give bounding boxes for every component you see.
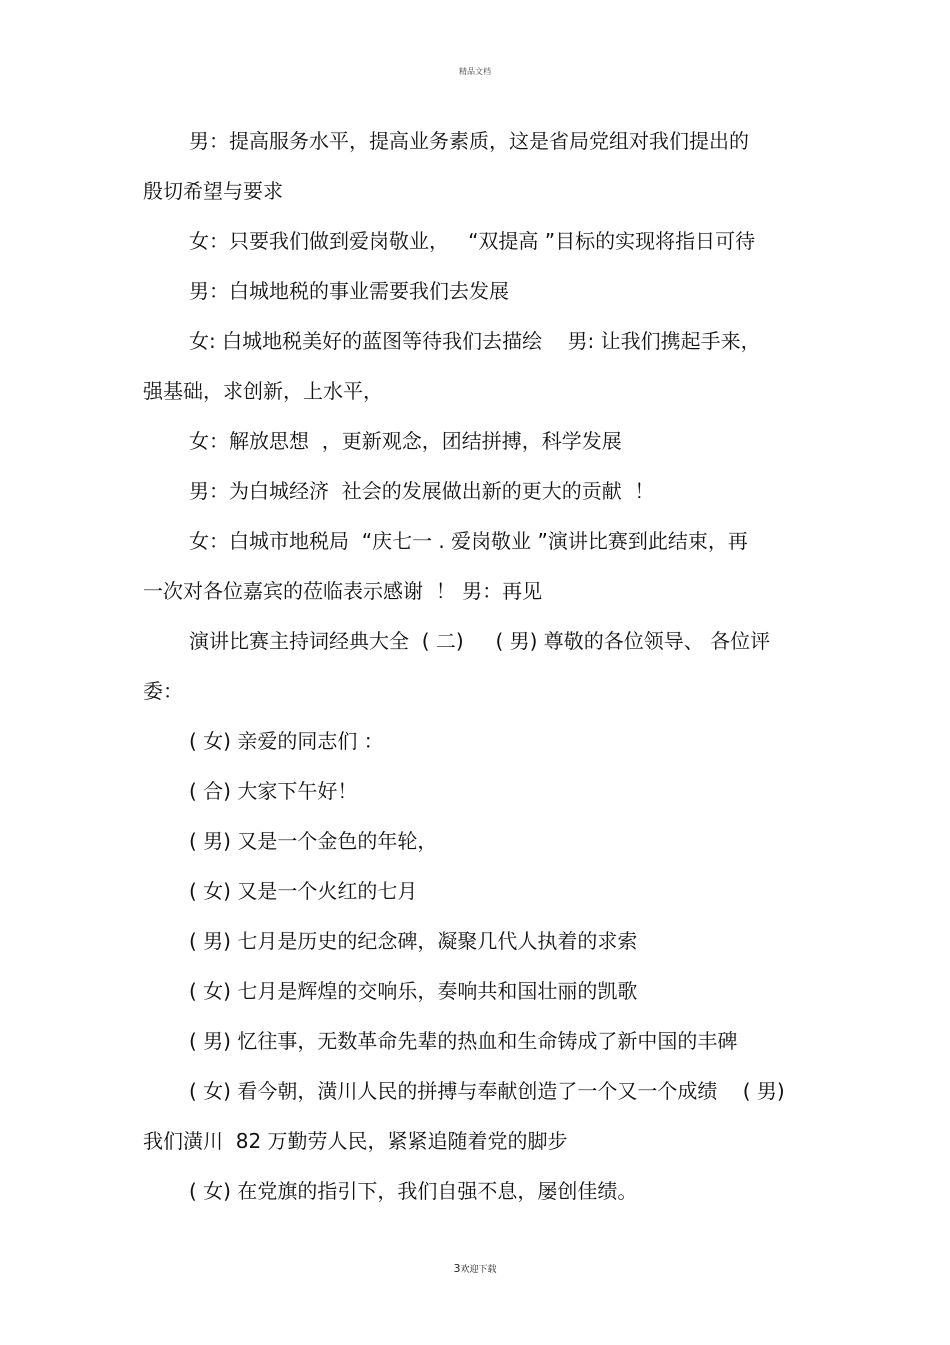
text-line: ( 男) 又是一个金色的年轮， xyxy=(189,829,438,853)
text-line: 男：提高服务水平，提高业务素质，这是省局党组对我们提出的 xyxy=(189,129,749,153)
text-line: 男：为白城经济 社会的发展做出新的更大的贡献 ！ xyxy=(189,479,655,503)
page-footer xyxy=(0,1262,950,1275)
header-text: 精品文档 xyxy=(459,67,491,76)
text-line: 一次对各位嘉宾的莅临表示感谢 ！ 男：再见 xyxy=(143,579,543,603)
text-line: 演讲比赛主持词经典大全 ( 二) ( 男) 尊敬的各位领导、 各位评 xyxy=(189,629,771,653)
footer-text: 欢迎下载 xyxy=(460,1265,497,1275)
text-line: 男：白城地税的事业需要我们去发展 xyxy=(189,279,509,303)
text-line: ( 女) 又是一个火红的七月 xyxy=(189,879,418,903)
text-line: ( 合) 大家下午好！ xyxy=(189,779,358,803)
text-line: ( 女) 看今朝，潢川人民的拼搏与奉献创造了一个又一个成绩 ( 男) xyxy=(189,1079,785,1103)
text-line: ( 女) 亲爱的同志们 ： xyxy=(189,729,384,753)
text-line: ( 女) 在党旗的指引下，我们自强不息，屡创佳绩。 xyxy=(189,1179,638,1203)
text-line: 我们潢川 82 万勤劳人民，紧紧追随着党的脚步 xyxy=(143,1129,568,1153)
text-line: 委： xyxy=(143,679,183,703)
document-body xyxy=(143,122,815,1222)
text-line: 女: 白城地税美好的蓝图等待我们去描绘 男: 让我们携起手来， xyxy=(189,329,761,353)
text-line: ( 男) 七月是历史的纪念碑，凝聚几代人执着的求索 xyxy=(189,929,638,953)
text-line: ( 男) 忆往事，无数革命先辈的热血和生命铸成了新中国的丰碑 xyxy=(189,1029,738,1053)
text-line: 女：解放思想 ，更新观念，团结拼搏，科学发展 xyxy=(189,429,622,453)
text-line: 强基础，求创新，上水平， xyxy=(143,379,383,403)
page-header xyxy=(0,66,950,77)
text-line: 女：白城市地税局 “庆七一 . 爱岗敬业 ”演讲比赛到此结束，再 xyxy=(189,529,748,553)
text-line: ( 女) 七月是辉煌的交响乐，奏响共和国壮丽的凯歌 xyxy=(189,979,638,1003)
text-line: 女：只要我们做到爱岗敬业， “双提高 ”目标的实现将指日可待 xyxy=(189,229,756,253)
page-number: 3 xyxy=(453,1262,461,1275)
text-line: 殷切希望与要求 xyxy=(143,179,283,203)
